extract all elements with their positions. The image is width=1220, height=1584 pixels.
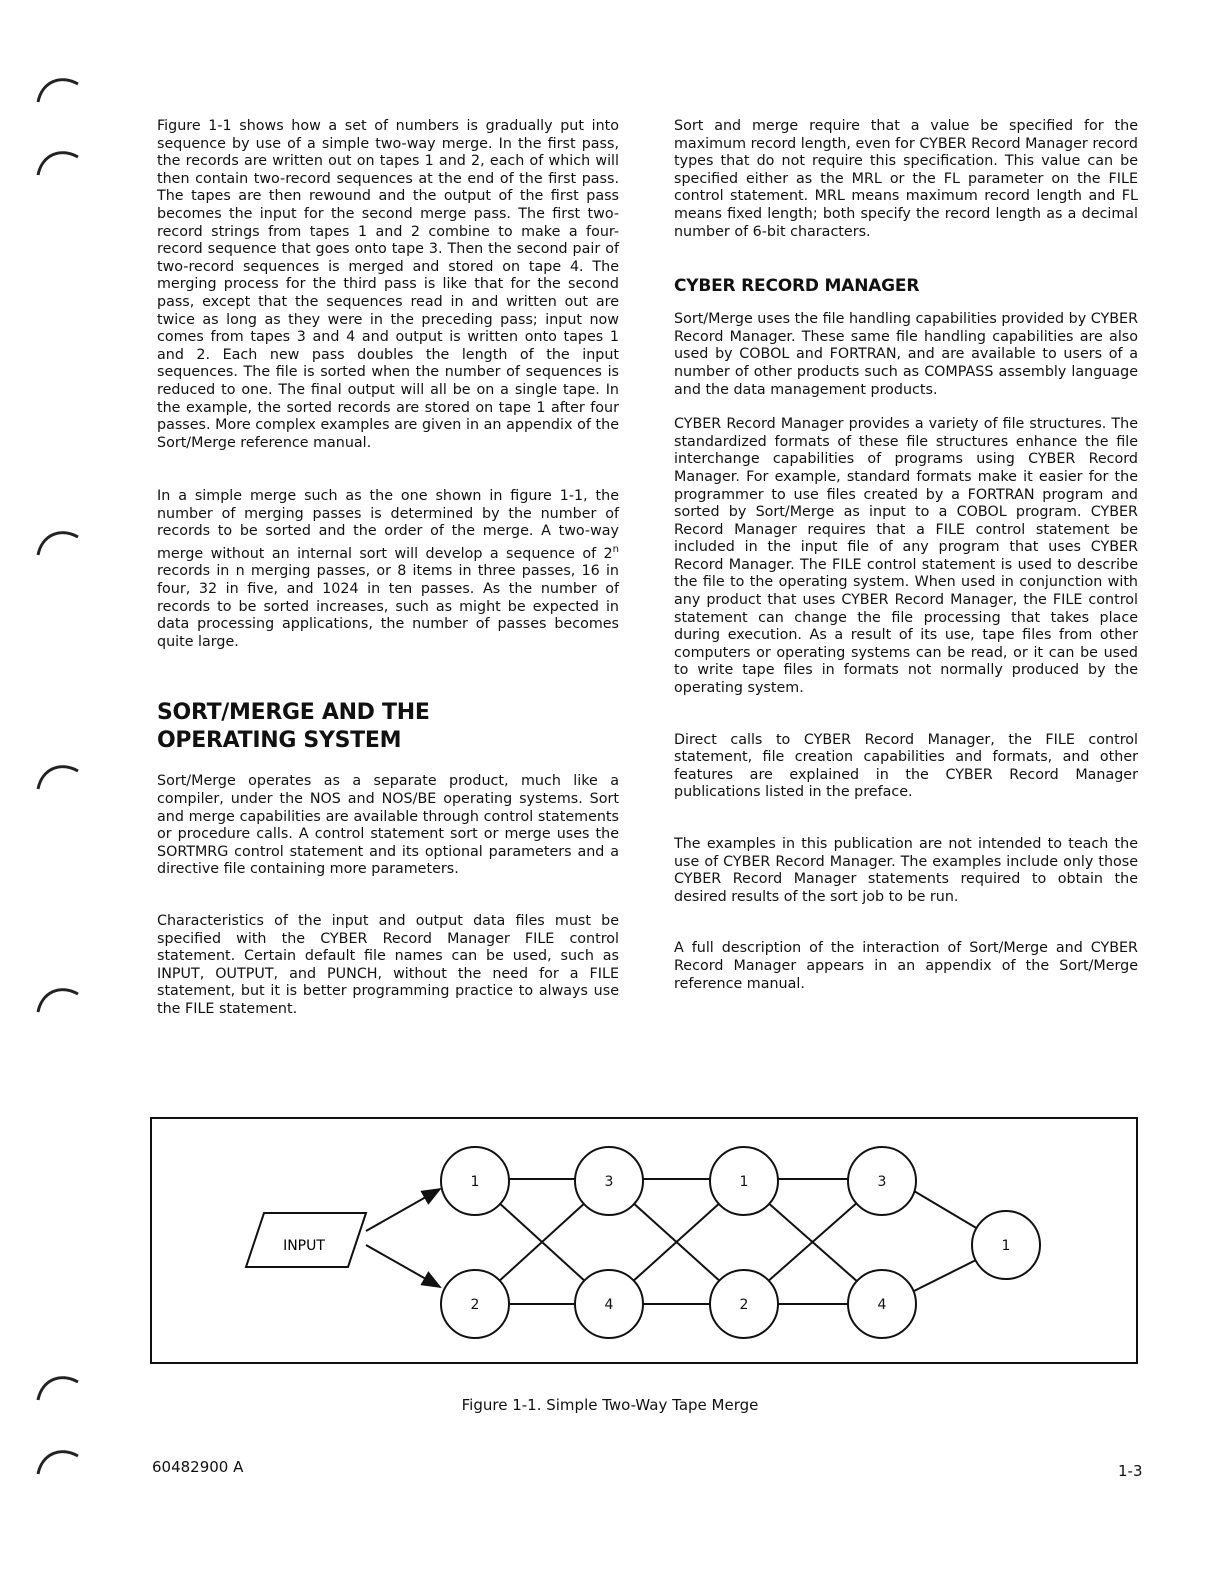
punch-hole-mark — [30, 143, 90, 203]
paragraph-text: records in n merging passes, or 8 items in three passes, 16 in four, 32 in five, and 1024 in ten passes. As the number of records to be sorted increases, such as might be expected in data processing applications, the number of passes becomes quite large. — [157, 563, 619, 650]
arrow-input-to-tape-1 — [366, 1189, 440, 1231]
node-label: 3 — [877, 1174, 887, 1190]
paragraph-text: In a simple merge such as the one shown in figure 1-1, the number of merging passes is determined by the number of records to be sorted and the order of the merge. A two-way merge without an internal sort will develop a sequence of 2 — [157, 488, 619, 562]
right-column — [674, 118, 1138, 993]
paragraph: The examples in this publication are not intended to teach the use of CYBER Record Manager. The examples include only those CYBER Record Manager statements required to obtain the desired results of the sort job to be run. — [674, 836, 1138, 905]
superscript-n: n — [612, 544, 619, 556]
node-label: 2 — [739, 1297, 749, 1313]
paragraph: Direct calls to CYBER Record Manager, the FILE control statement, file creation capabilities and formats, and other features are explained in the CYBER Record Manager publications listed in the preface. — [674, 731, 1138, 801]
document-number: 60482900 A — [152, 1458, 244, 1476]
punch-hole-mark — [30, 757, 90, 817]
node-label: 1 — [739, 1174, 749, 1190]
punch-hole-mark — [30, 980, 90, 1040]
paragraph — [157, 488, 619, 651]
node-label: 2 — [470, 1297, 480, 1313]
node-label: 4 — [877, 1297, 887, 1313]
paragraph: Sort/Merge operates as a separate product, much like a compiler, under the NOS and NOS/BE operating systems. Sort and merge capabilities are available through control statements or procedure calls. A control statement sort or merge uses the SORTMRG control statement and its optional parameters and a directive file containing more parameters. — [157, 773, 619, 878]
paragraph: Figure 1-1 shows how a set of numbers is gradually put into sequence by use of a simple two-way merge. In the first pass, the records are written out on tapes 1 and 2, each of which will then contain two-record sequences at the end of the first pass. The tapes are then rewound and the output of the first pass becomes the input for the second merge pass. The first two-record strings from tapes 1 and 2 combine to make a four-record sequence that goes onto tape 3. Then the second pair of two-record sequences is merged and stored on tape 4. The merging process for the third pass is like that for the second pass, except that the sequences read in and written out are twice as long as they were in the preceding pass; input now comes from tapes 3 and 4 and output is written onto tapes 1 and 2. Each new pass doubles the length of the input sequences. The file is sorted when the number of sequences is reduced to one. The final output will all be on a single tape. In the example, the sorted records are stored on tape 1 after four passes. More complex examples are given in an appendix of the Sort/Merge reference manual. — [157, 118, 619, 451]
input-label: INPUT — [283, 1238, 325, 1254]
section-heading-cyber-record-manager: CYBER RECORD MANAGER — [674, 276, 920, 297]
punch-hole-mark — [30, 70, 90, 130]
paragraph: Sort and merge require that a value be specified for the maximum record length, even for CYBER Record Manager record types that do not require this specification. This value can be specified either as the MRL or the FL parameter on the FILE control statement. MRL means maximum record length and FL means fixed length; both specify the record length as a decimal number of 6-bit characters. — [674, 118, 1138, 240]
node-label: 3 — [604, 1174, 614, 1190]
paragraph: CYBER Record Manager provides a variety of file structures. The standardized formats of these file structures enhance the file interchange capabilities of programs using CYBER Record Manager. For example, standard formats make it easier for the programmer to use files created by a FORTRAN program and sorted by Sort/Merge as input to a COBOL program. CYBER Record Manager requires that a FILE control statement be included in the input file of any program that uses CYBER Record Manager. The FILE control statement is used to describe the file to the operating system. When used in conjunction with any product that uses CYBER Record Manager, the FILE control statement can change the file processing that takes place during execution. As a result of its use, tape files from other computers or operating systems can be read, or it can be used to write tape files in formats not normally produced by the operating system. — [674, 416, 1138, 697]
paragraph: Sort/Merge uses the file handling capabilities provided by CYBER Record Manager. These same file handling capabilities are also used by COBOL and FORTRAN, and are available to users of a number of other products such as COMPASS assembly language and the data management products. — [674, 311, 1138, 398]
node-label: 1 — [470, 1174, 480, 1190]
figure-merge-diagram — [150, 1117, 1138, 1364]
heading-line-2: OPERATING SYSTEM — [157, 728, 402, 754]
figure-caption: Figure 1-1. Simple Two-Way Tape Merge — [461, 1396, 759, 1414]
connector — [914, 1259, 978, 1291]
arrow-input-to-tape-2 — [366, 1245, 440, 1287]
punch-hole-mark — [30, 1442, 90, 1502]
page-number: 1-3 — [1118, 1462, 1143, 1480]
section-heading-sort-merge — [157, 699, 619, 755]
node-label: 4 — [604, 1297, 614, 1313]
heading-line-1: SORT/MERGE AND THE — [157, 700, 430, 726]
punch-hole-mark — [30, 523, 90, 583]
paragraph: A full description of the interaction of Sort/Merge and CYBER Record Manager appears in an appendix of the Sort/Merge reference manual. — [674, 940, 1138, 992]
paragraph: Characteristics of the input and output data files must be specified with the CYBER Record Manager FILE control statement. Certain default file names can be used, such as INPUT, OUTPUT, and PUNCH, without the need for a FILE statement, but it is better programming practice to always use the FILE statement. — [157, 912, 619, 1017]
connector — [914, 1191, 978, 1229]
merge-diagram-svg — [152, 1119, 1136, 1362]
left-column — [157, 118, 619, 1019]
node-label: 1 — [1001, 1238, 1011, 1254]
